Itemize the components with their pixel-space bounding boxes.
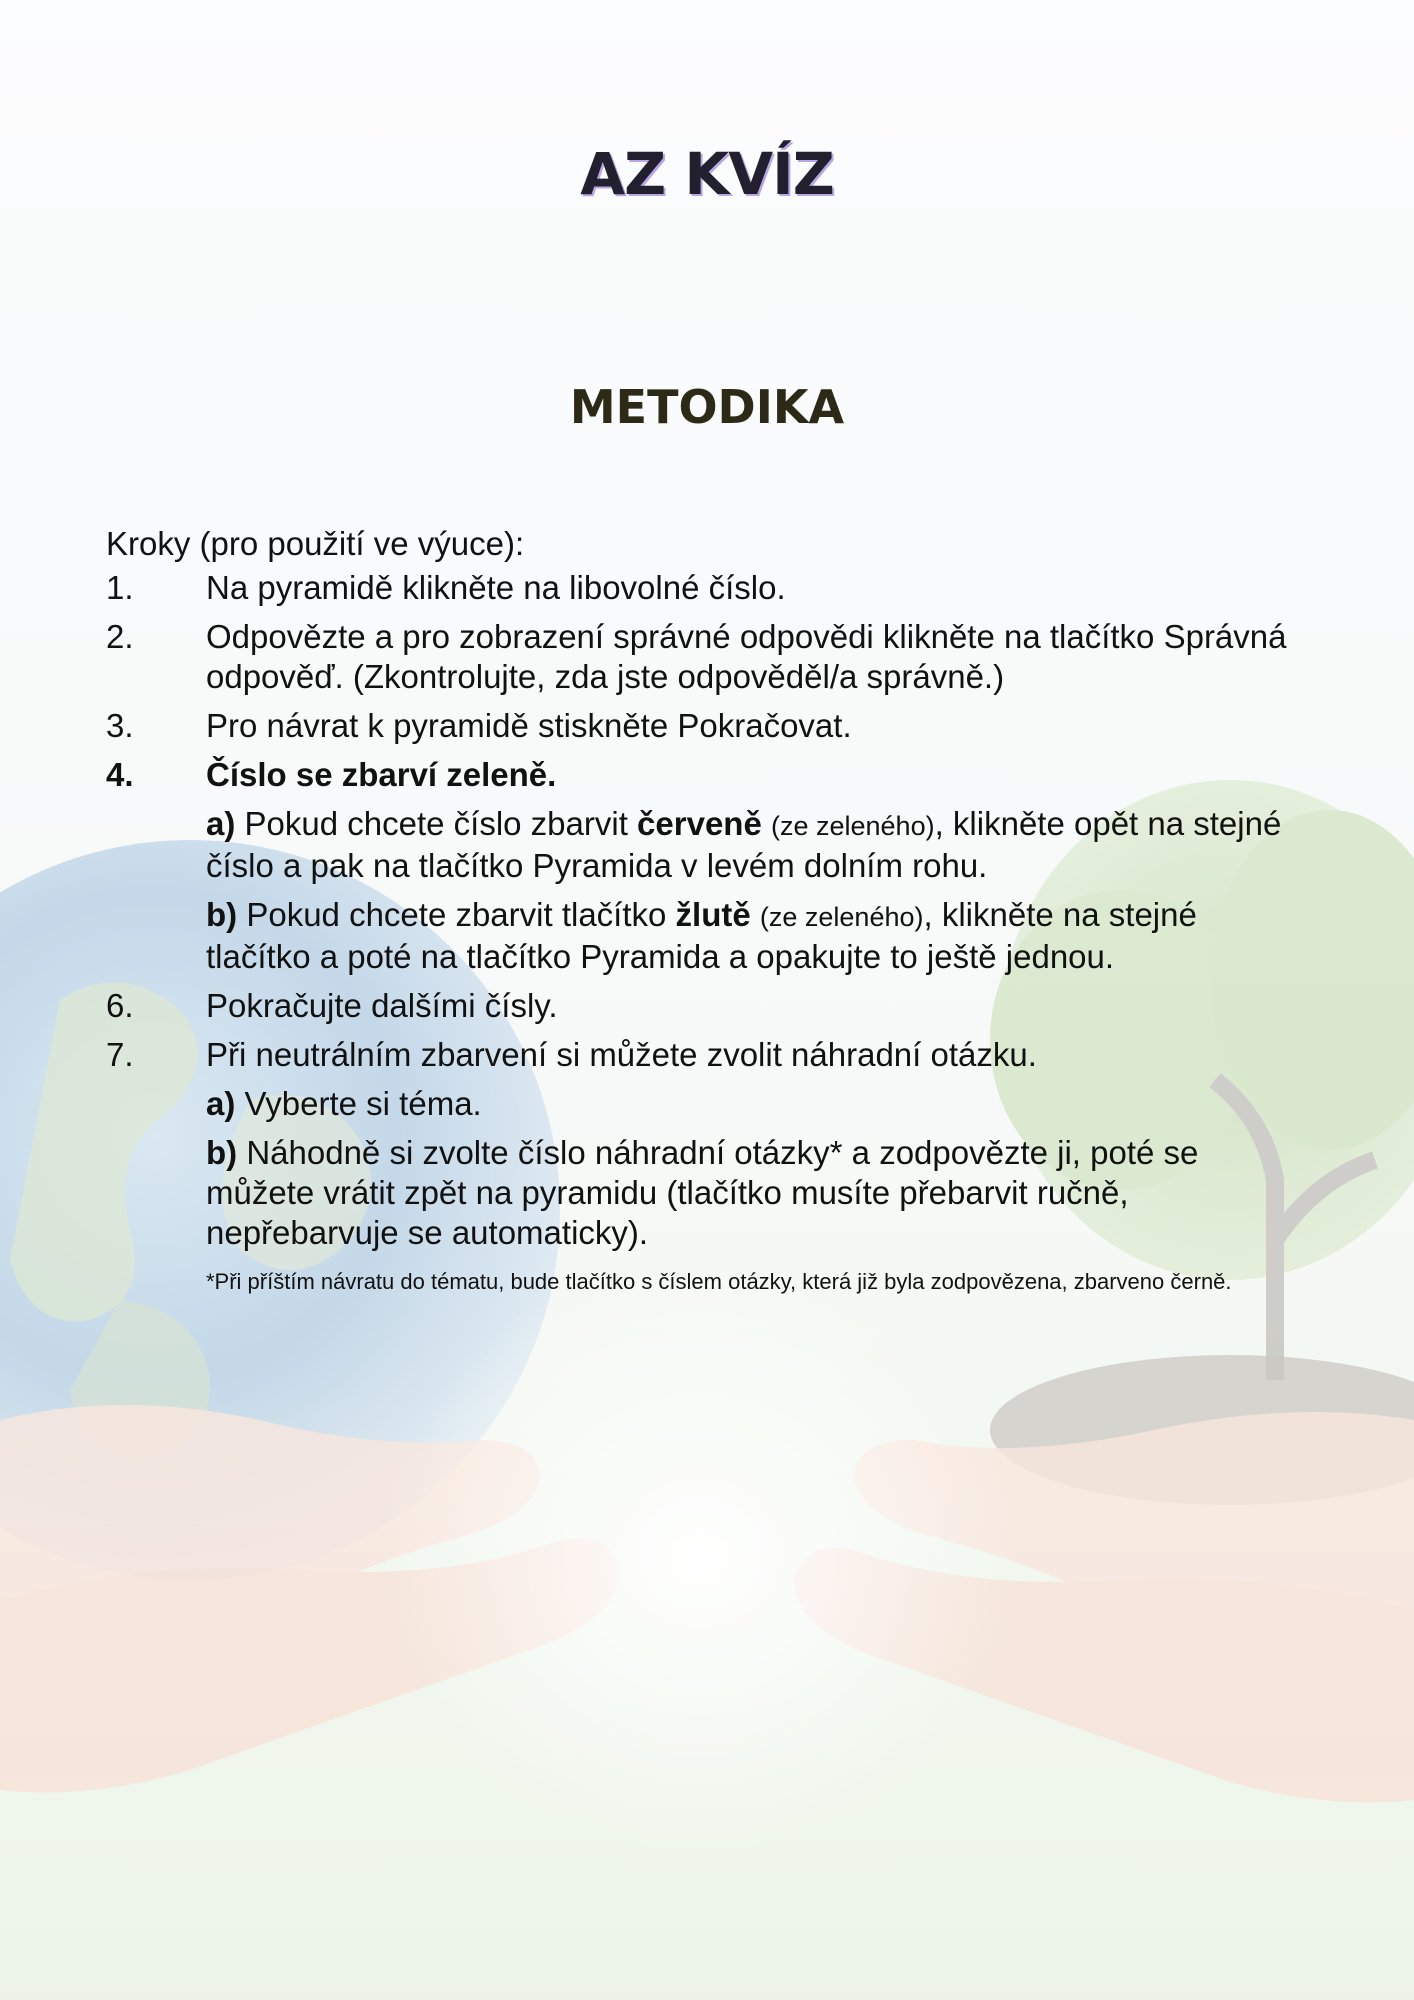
step-text: Pokračujte dalšími čísly. xyxy=(206,987,558,1024)
step-1 xyxy=(106,568,1306,608)
option-text-rest: , klikněte na stejné tlačítko a poté na tlačítko Pyramida a opakujte to ještě jednou. xyxy=(206,896,1197,975)
section-title: METODIKA xyxy=(569,380,845,434)
option-text-rest: , klikněte opět na stejné číslo a pak na tlačítko Pyramida v levém dolním rohu. xyxy=(206,805,1282,884)
step-2 xyxy=(106,617,1306,697)
page-title: AZ KVÍZ xyxy=(580,140,834,208)
instructions xyxy=(106,524,1306,1302)
option-label: b) xyxy=(206,896,238,933)
option-label: b) xyxy=(206,1134,238,1171)
step-text: Číslo se zbarví zeleně. xyxy=(206,756,557,793)
option-emphasis: červeně xyxy=(637,805,762,842)
step-number: 1. xyxy=(106,569,134,606)
step-7-option-b xyxy=(106,1133,1306,1253)
option-text: Pokud chcete zbarvit tlačítko xyxy=(237,896,676,933)
intro-text: Kroky (pro použití ve výuce): xyxy=(106,525,525,562)
step-text: Na pyramidě klikněte na libovolné číslo. xyxy=(206,569,786,606)
step-7-option-a xyxy=(106,1084,1306,1124)
step-text: Při neutrálním zbarvení si můžete zvolit náhradní otázku. xyxy=(206,1036,1037,1073)
step-text: Pro návrat k pyramidě stiskněte Pokračovat. xyxy=(206,707,852,744)
option-text: Pokud chcete číslo zbarvit xyxy=(235,805,638,842)
option-parenthetical: (ze zeleného) xyxy=(770,811,935,841)
option-label: a) xyxy=(206,805,236,842)
step-number: 4. xyxy=(106,756,134,793)
step-number: 6. xyxy=(106,987,134,1024)
option-emphasis: žlutě xyxy=(675,896,751,933)
step-6 xyxy=(106,986,1306,1026)
step-number: 2. xyxy=(106,618,134,655)
step-4-option-a xyxy=(106,804,1306,886)
option-label: a) xyxy=(206,1085,236,1122)
step-text: Odpovězte a pro zobrazení správné odpovědi klikněte na tlačítko Správná odpověď. (Zkontrolujte, zda jste odpověděl/a správně.) xyxy=(206,618,1287,695)
footnote: *Při příštím návratu do tématu, bude tlačítko s číslem otázky, která již byla zodpovězena, zbarveno černě. xyxy=(206,1269,1232,1294)
step-4 xyxy=(106,755,1306,795)
step-4-option-b xyxy=(106,895,1306,977)
step-number: 3. xyxy=(106,707,134,744)
option-parenthetical: (ze zeleného) xyxy=(759,902,924,932)
step-3 xyxy=(106,706,1306,746)
step-7 xyxy=(106,1035,1306,1075)
option-text: Vyberte si téma. xyxy=(235,1085,482,1122)
option-text: Náhodně si zvolte číslo náhradní otázky* a zodpovězte ji, poté se můžete vrátit zpět na pyramidu (tlačítko musíte přebarvit ručně, nepřebarvuje se automaticky). xyxy=(206,1134,1199,1251)
step-number: 7. xyxy=(106,1036,134,1073)
